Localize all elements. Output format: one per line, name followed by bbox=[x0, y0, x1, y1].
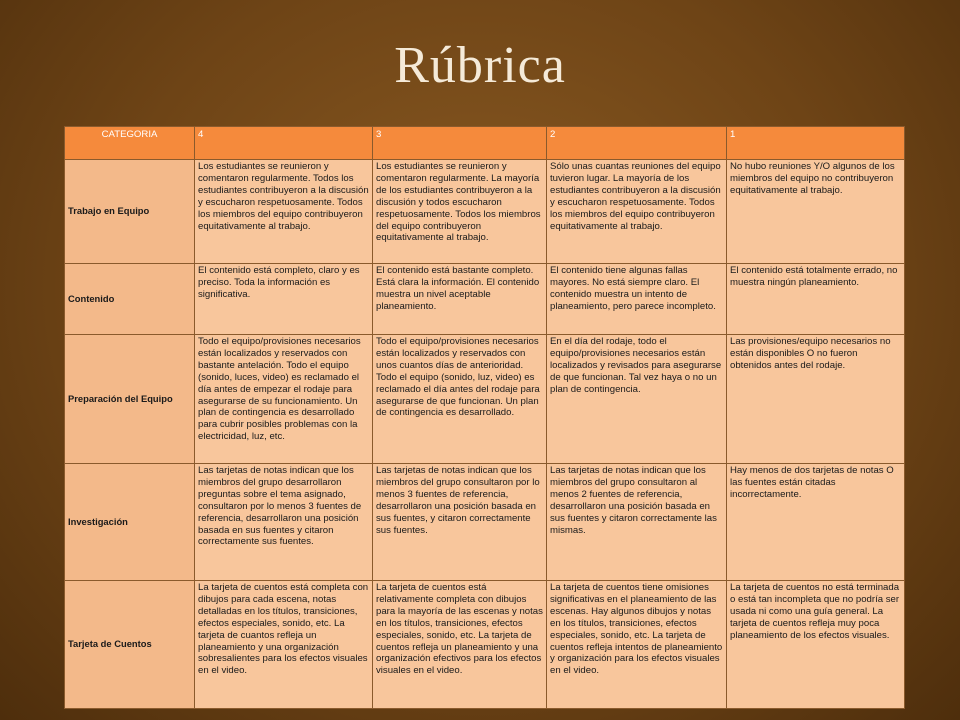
table-cell: La tarjeta de cuentos está relativamente completa con dibujos para la mayoría de las escenas y notas en los títulos, transiciones, efectos especiales, sonido, etc. La tarjeta de cuentos refleja un planeamiento y una organización efectivos para los efectos visuales en el video. bbox=[373, 581, 547, 709]
table-cell: La tarjeta de cuentos no está terminada o está tan incompleta que no podría ser usada ni como una guía general. La tarjeta de cuentos refleja muy poca planeamiento de los efectos visuales. bbox=[727, 581, 905, 709]
row-category: Preparación del Equipo bbox=[65, 335, 195, 464]
table-cell: Los estudiantes se reunieron y comentaron regularmente. Todos los estudiantes contribuyeron a la discusión y escucharon respetuosamente. Todos los miembros del equipo contribuyeron equitativamente al trabajo. bbox=[195, 160, 373, 264]
table-cell: El contenido está totalmente errado, no muestra ningún planeamiento. bbox=[727, 264, 905, 335]
table-cell: El contenido tiene algunas fallas mayores. No está siempre claro. El contenido muestra un intento de planeamiento, pero parece incompleto. bbox=[547, 264, 727, 335]
table-cell: Las tarjetas de notas indican que los miembros del grupo consultaron por lo menos 3 fuentes de referencia, desarrollaron una posición basada en sus fuentes, y citaron correctamente sus fuentes. bbox=[373, 464, 547, 581]
table-row bbox=[65, 335, 905, 464]
row-category: Investigación bbox=[65, 464, 195, 581]
table-cell: No hubo reuniones Y/O algunos de los miembros del equipo no contribuyeron equitativamente al trabajo. bbox=[727, 160, 905, 264]
table-cell: Las tarjetas de notas indican que los miembros del grupo desarrollaron preguntas sobre el tema asignado, consultaron por lo menos 3 fuentes de referencia, desarrollaron una posición basada en sus fuentes y citaron correctamente sus fuentes. bbox=[195, 464, 373, 581]
row-category: Tarjeta de Cuentos bbox=[65, 581, 195, 709]
table-cell: Las tarjetas de notas indican que los miembros del grupo consultaron al menos 2 fuentes de referencia, desarrollaron una posición basada en sus fuentes y citaron correctamente las mismas. bbox=[547, 464, 727, 581]
rubric-table bbox=[64, 126, 905, 709]
table-row bbox=[65, 160, 905, 264]
table-cell: Todo el equipo/provisiones necesarios están localizados y reservados con unos cuantos días de anterioridad. Todo el equipo (sonido, luz, video) es reclamado el día antes del rodaje para asegurarse de que funcionan. Un plan de contingencia es desarrollado. bbox=[373, 335, 547, 464]
table-cell: Sólo unas cuantas reuniones del equipo tuvieron lugar. La mayoría de los estudiantes contribuyeron a la discusión y escucharon respetuosamente. Todos los miembros del equipo contribuyeron equitativamente al trabajo. bbox=[547, 160, 727, 264]
row-category: Trabajo en Equipo bbox=[65, 160, 195, 264]
header-score-2: 2 bbox=[547, 127, 727, 160]
table-cell: Las provisiones/equipo necesarios no están disponibles O no fueron obtenidos antes del rodaje. bbox=[727, 335, 905, 464]
table-row bbox=[65, 464, 905, 581]
table-cell: La tarjeta de cuentos está completa con dibujos para cada escena, notas detalladas en los títulos, transiciones, efectos especiales, sonido, etc. La tarjeta de cuantos refleja un planeamiento y una organización sobresalientes para los efectos visuales en el video. bbox=[195, 581, 373, 709]
header-row bbox=[65, 127, 905, 160]
header-category: CATEGORIA bbox=[65, 127, 195, 160]
header-score-1: 1 bbox=[727, 127, 905, 160]
header-score-4: 4 bbox=[195, 127, 373, 160]
table-cell: El contenido está bastante completo. Está clara la información. El contenido muestra un nivel aceptable planeamiento. bbox=[373, 264, 547, 335]
table-cell: En el día del rodaje, todo el equipo/provisiones necesarios están localizados y revisados para asegurarse de que funcionan. Tal vez haya o no un plan de contingencia. bbox=[547, 335, 727, 464]
row-category: Contenido bbox=[65, 264, 195, 335]
table-cell: El contenido está completo, claro y es preciso. Toda la información es significativa. bbox=[195, 264, 373, 335]
slide-title: Rúbrica bbox=[394, 37, 566, 94]
table-cell: La tarjeta de cuentos tiene omisiones significativas en el planeamiento de las escenas. Hay algunos dibujos y notas en los títulos, transiciones, efectos especiales, sonido, etc. La tarjeta de cuentos refleja intentos de planeamiento y organización para los efectos visuales en el video. bbox=[547, 581, 727, 709]
table-row bbox=[65, 264, 905, 335]
table-cell: Todo el equipo/provisiones necesarios están localizados y reservados con bastante antelación. Todo el equipo (sonido, luces, video) es reclamado el día antes de empezar el rodaje para asegurarse de su funcionamiento. Un plan de contingencia es desarrollado para cubrir posibles problemas con la electricidad, luz, etc. bbox=[195, 335, 373, 464]
table-cell: Los estudiantes se reunieron y comentaron regularmente. La mayoría de los estudiantes contribuyeron a la discusión y todos escucharon respetuosamente. Todos los miembros del equipo contribuyeron equitativamente al trabajo. bbox=[373, 160, 547, 264]
table-row bbox=[65, 581, 905, 709]
header-score-3: 3 bbox=[373, 127, 547, 160]
table-cell: Hay menos de dos tarjetas de notas O las fuentes están citadas incorrectamente. bbox=[727, 464, 905, 581]
